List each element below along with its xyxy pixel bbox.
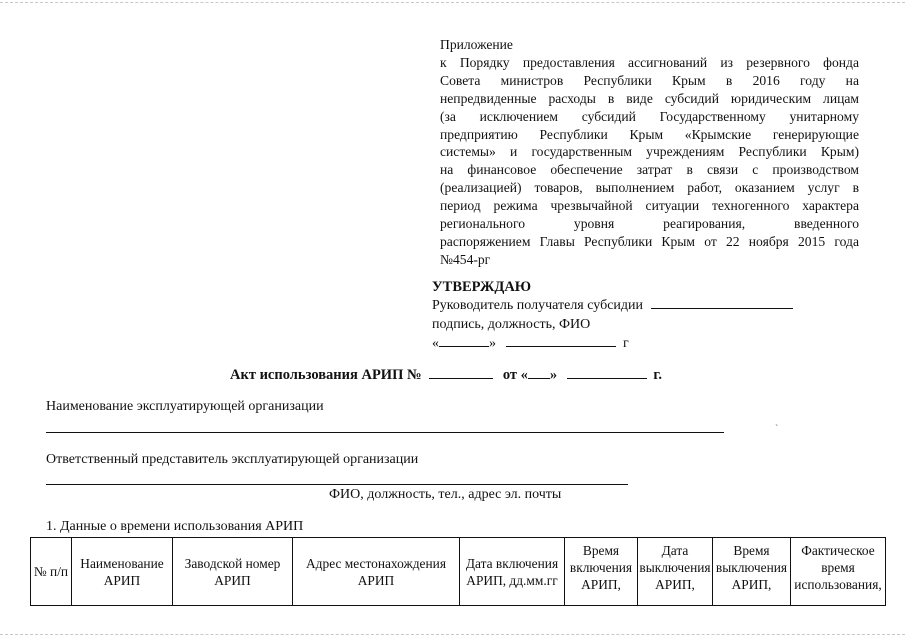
approval-date-close: » bbox=[489, 336, 496, 351]
act-title-row bbox=[230, 366, 662, 384]
appendix-line: распоряжением Главы Республики Крым от 22 ноября 2015 года bbox=[440, 233, 859, 249]
rep-label: Ответственный представитель эксплуатирующей организации bbox=[46, 452, 419, 467]
org-name-label: Наименование эксплуатирующей организации bbox=[46, 399, 324, 414]
scan-edge-top bbox=[0, 2, 905, 3]
table-header-row bbox=[31, 538, 886, 606]
act-number-line bbox=[429, 366, 493, 379]
approval-head-label: Руководитель получателя субсидии bbox=[432, 298, 644, 313]
appendix-line: предприятию Республики Крым «Крымские генерирующие bbox=[440, 126, 859, 142]
act-from-label: от « bbox=[502, 367, 528, 383]
act-day-line bbox=[528, 366, 550, 379]
col-on-date: Дата включения АРИП, дд.мм.гг bbox=[460, 538, 565, 606]
col-usage-time: Фактическое время использования, bbox=[791, 538, 886, 606]
rep-caption: ФИО, должность, тел., адрес эл. почты bbox=[329, 487, 562, 502]
act-title: Акт использования АРИП № bbox=[230, 367, 422, 383]
scan-edge-bottom bbox=[0, 634, 905, 635]
appendix-line: к Порядку предоставления ассигнований из резервного фонда bbox=[440, 54, 859, 70]
appendix-line: регионального уровня реагирования, введенного bbox=[440, 216, 859, 232]
rep-line bbox=[46, 484, 628, 485]
approval-month-line bbox=[506, 334, 616, 347]
appendix-header bbox=[440, 36, 859, 269]
appendix-line: системы» и государственным учреждениям Республики Крым) bbox=[440, 144, 859, 160]
approval-date-open: « bbox=[432, 336, 439, 351]
appendix-line: период режима чрезвычайной ситуации техногенного характера bbox=[440, 198, 859, 214]
col-on-time: Время включения АРИП, bbox=[565, 538, 638, 606]
col-serial: Заводской номер АРИП bbox=[173, 538, 293, 606]
appendix-line: №454-рг bbox=[440, 251, 491, 267]
col-off-date: Дата выключения АРИП, bbox=[638, 538, 713, 606]
approval-signature-line bbox=[651, 296, 793, 309]
approval-title: УТВЕРЖДАЮ bbox=[432, 279, 532, 295]
approval-year-suffix: г bbox=[623, 336, 629, 351]
act-month-line bbox=[567, 366, 647, 379]
approval-head-row bbox=[432, 296, 852, 315]
col-number: № п/п bbox=[31, 538, 72, 606]
appendix-line: Совета министров Республики Крым в 2016 году на bbox=[440, 72, 859, 88]
col-name: Наименование АРИП bbox=[72, 538, 173, 606]
org-name-line bbox=[46, 432, 724, 433]
section-title: 1. Данные о времени использования АРИП bbox=[46, 519, 304, 534]
appendix-heading: Приложение bbox=[440, 37, 513, 52]
col-address: Адрес местонахождения АРИП bbox=[293, 538, 460, 606]
act-year-suffix: г. bbox=[653, 367, 662, 383]
appendix-line: (за исключением субсидий Государственному унитарному bbox=[440, 108, 859, 124]
approval-date-row bbox=[432, 334, 852, 353]
approval-block bbox=[432, 278, 852, 353]
appendix-line: непредвиденные расходы в виде субсидий юридическим лицам bbox=[440, 90, 859, 106]
scan-speck: ` bbox=[775, 424, 779, 435]
col-off-time: Время выключения АРИП, bbox=[713, 538, 791, 606]
appendix-line: на финансовое обеспечение затрат в связи с производством bbox=[440, 162, 859, 178]
approval-day-line bbox=[439, 334, 489, 347]
usage-table bbox=[30, 537, 886, 606]
act-quote-close: » bbox=[549, 367, 558, 383]
approval-sign-caption: подпись, должность, ФИО bbox=[432, 317, 591, 332]
appendix-line: (реализацией) товаров, выполнением работ, оказанием услуг в bbox=[440, 180, 859, 196]
